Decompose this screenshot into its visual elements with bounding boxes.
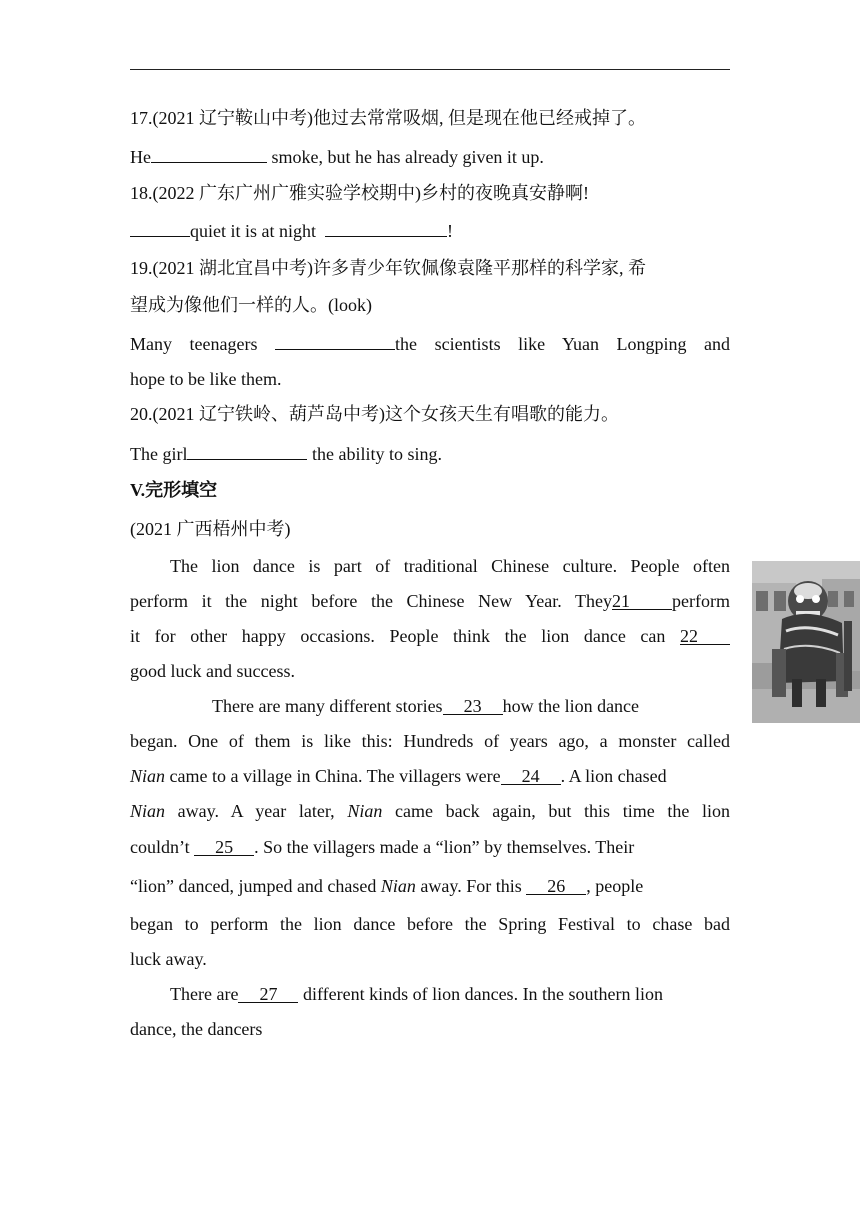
q19-answer: Many teenagers the scientists like Yuan Longping and	[130, 331, 730, 356]
q20-prompt: 20.(2021 辽宁铁岭、葫芦岛中考)这个女孩天生有唱歌的能力。	[130, 404, 619, 424]
q18-answer: quiet it is at night !	[130, 218, 730, 243]
passage-line: The lion dance is part of traditional Chinese culture. People often	[170, 556, 730, 576]
passage-line: Nian away. A year later, Nian came back again, but this time the lion	[130, 801, 730, 821]
q20-answer: The girl the ability to sing.	[130, 441, 730, 466]
passage-line: began. One of them is like this: Hundreds of years ago, a monster called	[130, 731, 730, 751]
answer-blank[interactable]	[187, 441, 307, 460]
answer-blank[interactable]	[275, 331, 395, 350]
blank-21[interactable]: 21	[612, 591, 672, 610]
passage-line: began to perform the lion dance before the Spring Festival to chase bad	[130, 914, 730, 934]
blank-22[interactable]: 22	[680, 626, 730, 645]
passage-line: There are many different stories 23 how the lion dance	[212, 696, 640, 716]
q19-prompt-line2: 望成为像他们一样的人。(look)	[130, 295, 372, 315]
answer-blank[interactable]	[130, 218, 190, 237]
lion-dance-photo	[752, 561, 860, 723]
blank-24[interactable]: 24	[501, 766, 561, 785]
section-source: (2021 广西梧州中考)	[130, 519, 291, 539]
section-heading: V.完形填空	[130, 480, 218, 500]
passage-line: dance, the dancers	[130, 1019, 263, 1039]
answer-blank[interactable]	[151, 144, 267, 163]
blank-25[interactable]: 25	[194, 837, 254, 856]
passage-line: “lion” danced, jumped and chased Nian away. For this 26 , people	[130, 876, 644, 896]
q19-prompt-line1: 19.(2021 湖北宜昌中考)许多青少年钦佩像袁隆平那样的科学家, 希	[130, 258, 646, 278]
q17-answer: He smoke, but he has already given it up.	[130, 144, 730, 169]
blank-23[interactable]: 23	[443, 696, 503, 715]
passage-line: luck away.	[130, 949, 207, 969]
passage-line: There are 27 different kinds of lion dances. In the southern lion	[170, 984, 664, 1004]
blank-27[interactable]: 27	[238, 984, 298, 1003]
passage-line: couldn’t 25 . So the villagers made a “lion” by themselves. Their	[130, 837, 635, 857]
lion-dance-image	[752, 561, 860, 723]
passage-line: Nian came to a village in China. The villagers were 24 . A lion chased	[130, 766, 667, 786]
q18-prompt: 18.(2022 广东广州广雅实验学校期中)乡村的夜晚真安静啊!	[130, 183, 589, 203]
passage-line: perform it the night before the Chinese New Year. They21 perform	[130, 591, 730, 611]
q19-answer-line2: hope to be like them.	[130, 369, 282, 389]
passage-line: good luck and success.	[130, 661, 295, 681]
q17-prompt: 17.(2021 辽宁鞍山中考)他过去常常吸烟, 但是现在他已经戒掉了。	[130, 108, 646, 128]
blank-26[interactable]: 26	[526, 876, 586, 895]
answer-blank[interactable]	[325, 218, 447, 237]
header-rule	[130, 69, 730, 70]
passage-line: it for other happy occasions. People think the lion dance can 22	[130, 624, 730, 648]
